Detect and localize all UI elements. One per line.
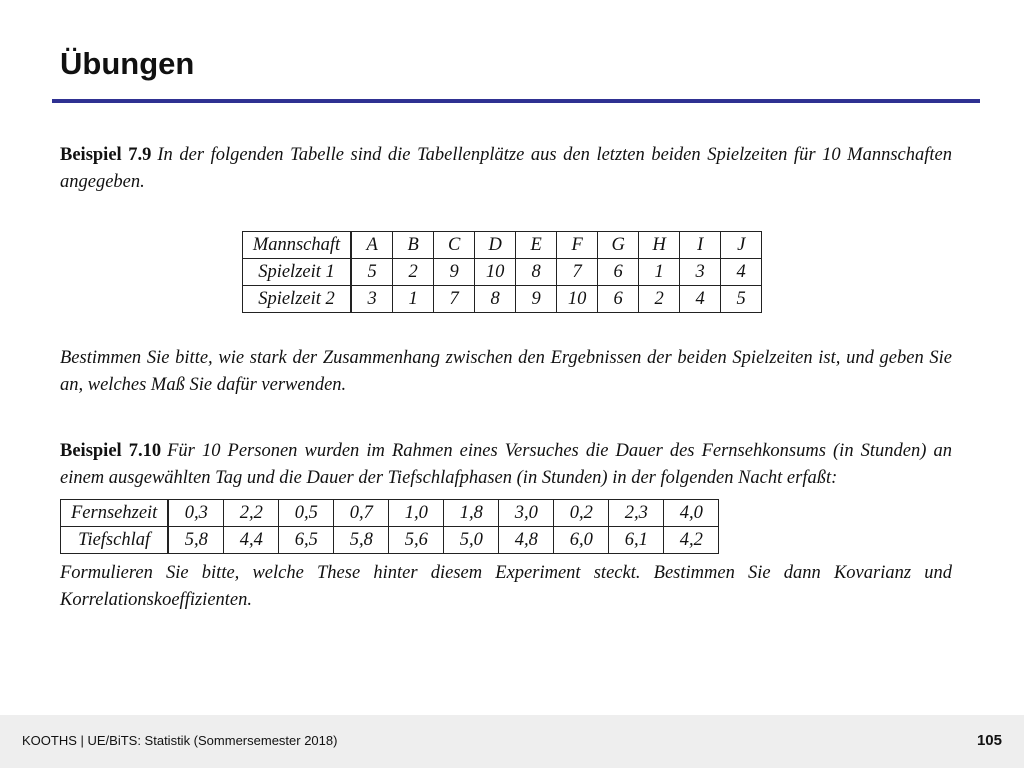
- example-7-10-intro: [60, 438, 952, 492]
- league-table-cell: J: [721, 232, 762, 259]
- tv-sleep-table-row-header: Fernsehzeit: [61, 500, 169, 527]
- tv-sleep-table-cell: 3,0: [499, 500, 554, 527]
- league-table-cell: 3: [680, 259, 721, 286]
- league-table-cell: 7: [434, 286, 475, 313]
- league-table-cell: G: [598, 232, 639, 259]
- footer-text: KOOTHS | UE/BiTS: Statistik (Sommersemester 2018): [22, 733, 338, 748]
- tv-sleep-table-cell: 4,4: [224, 527, 279, 554]
- tv-sleep-table-row-header: Tiefschlaf: [61, 527, 169, 554]
- league-positions-table: [242, 231, 762, 313]
- tv-sleep-table-cell: 0,2: [554, 500, 609, 527]
- league-table-cell: 7: [557, 259, 598, 286]
- league-table-cell: 4: [721, 259, 762, 286]
- tv-sleep-table-cell: 1,0: [389, 500, 444, 527]
- tv-sleep-table-cell: 5,8: [168, 527, 224, 554]
- league-table-cell: 10: [475, 259, 516, 286]
- tv-sleep-table-cell: 5,6: [389, 527, 444, 554]
- tv-sleep-table-cell: 4,2: [664, 527, 719, 554]
- page-number: 105: [976, 732, 1002, 749]
- tv-sleep-table-cell: 1,8: [444, 500, 499, 527]
- league-table-cell: E: [516, 232, 557, 259]
- league-table-cell: 10: [557, 286, 598, 313]
- league-table-row: [242, 259, 761, 286]
- league-table-cell: A: [351, 232, 393, 259]
- footer-bar: [0, 715, 1024, 768]
- league-table-cell: 2: [639, 286, 680, 313]
- league-table-cell: I: [680, 232, 721, 259]
- league-table-cell: 8: [516, 259, 557, 286]
- league-table-cell: C: [434, 232, 475, 259]
- league-table-row-header: Spielzeit 1: [242, 259, 351, 286]
- tv-sleep-table-cell: 4,0: [664, 500, 719, 527]
- league-table-cell: D: [475, 232, 516, 259]
- example-7-10-table-wrapper: [60, 499, 952, 554]
- league-table-cell: 5: [351, 259, 393, 286]
- tv-sleep-table-cell: 6,0: [554, 527, 609, 554]
- league-table-row-header: Spielzeit 2: [242, 286, 351, 313]
- example-7-9-intro-text: In der folgenden Tabelle sind die Tabellenplätze aus den letzten beiden Spielzeiten für 10 Mannschaften angegeben.: [60, 145, 952, 192]
- tv-sleep-table-cell: 6,5: [279, 527, 334, 554]
- example-7-10-intro-text: Für 10 Personen wurden im Rahmen eines Versuches die Dauer des Fernsehkonsums (in Stunden) an einem ausgewählten Tag und die Dauer der Tiefschlafphasen (in Stunden) in der folgenden Nacht erfaßt:: [60, 441, 952, 488]
- league-table-cell: 8: [475, 286, 516, 313]
- league-table-cell: 2: [393, 259, 434, 286]
- league-table-cell: H: [639, 232, 680, 259]
- league-table-cell: 3: [351, 286, 393, 313]
- league-table-cell: 6: [598, 286, 639, 313]
- tv-sleep-table: [60, 499, 719, 554]
- tv-sleep-table-cell: 4,8: [499, 527, 554, 554]
- tv-sleep-table-cell: 0,5: [279, 500, 334, 527]
- tv-sleep-table-cell: 2,2: [224, 500, 279, 527]
- league-table-cell: 9: [516, 286, 557, 313]
- tv-sleep-table-cell: 6,1: [609, 527, 664, 554]
- league-table-cell: 1: [393, 286, 434, 313]
- slide-title: Übungen: [60, 46, 195, 81]
- league-table-row: [242, 232, 761, 259]
- slide-content: [60, 142, 952, 614]
- league-table-cell: 6: [598, 259, 639, 286]
- tv-sleep-table-row: [61, 527, 719, 554]
- league-table-cell: 9: [434, 259, 475, 286]
- league-table-cell: F: [557, 232, 598, 259]
- example-7-9-intro: [60, 142, 952, 196]
- tv-sleep-table-cell: 5,0: [444, 527, 499, 554]
- league-table-cell: 5: [721, 286, 762, 313]
- league-table-row-header: Mannschaft: [242, 232, 351, 259]
- tv-sleep-table-cell: 2,3: [609, 500, 664, 527]
- example-7-9-table-wrapper: [52, 231, 952, 313]
- tv-sleep-table-row: [61, 500, 719, 527]
- league-table-cell: B: [393, 232, 434, 259]
- example-7-9-label: Beispiel 7.9: [60, 145, 152, 165]
- example-7-10-question: Formulieren Sie bitte, welche These hinter diesem Experiment steckt. Bestimmen Sie dann Kovarianz und Korrelationskoeffizienten.: [60, 563, 952, 610]
- league-table-cell: 1: [639, 259, 680, 286]
- tv-sleep-table-cell: 0,7: [334, 500, 389, 527]
- league-table-row: [242, 286, 761, 313]
- title-divider: [52, 99, 980, 103]
- example-7-10-label: Beispiel 7.10: [60, 441, 162, 461]
- example-7-9-question: Bestimmen Sie bitte, wie stark der Zusammenhang zwischen den Ergebnissen der beiden Spielzeiten ist, und geben Sie an, welches Maß Sie dafür verwenden.: [60, 348, 952, 395]
- tv-sleep-table-cell: 5,8: [334, 527, 389, 554]
- league-table-cell: 4: [680, 286, 721, 313]
- tv-sleep-table-cell: 0,3: [168, 500, 224, 527]
